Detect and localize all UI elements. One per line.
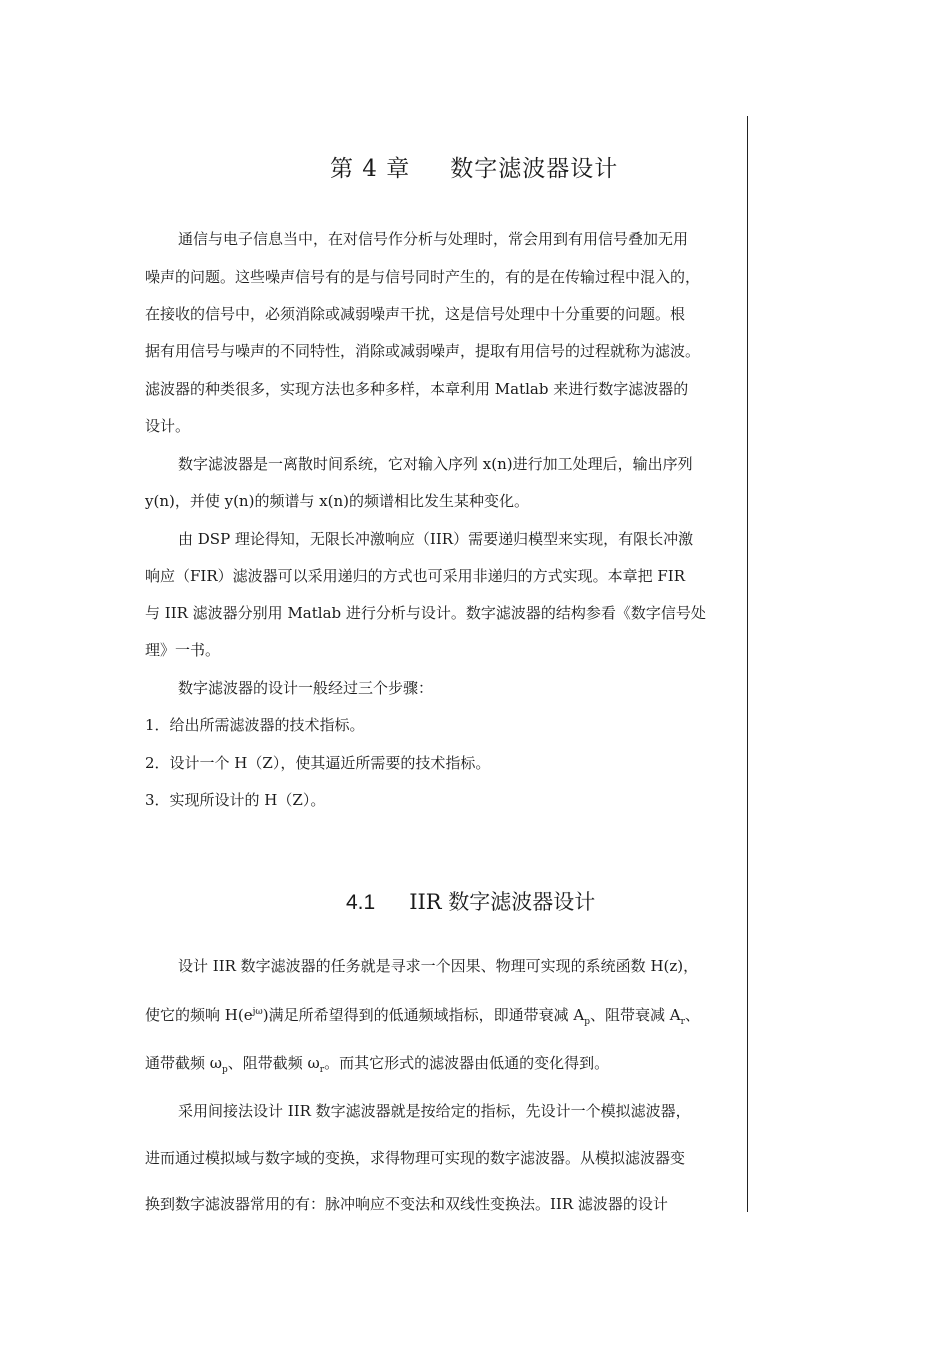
section-name: IIR 数字滤波器设计	[409, 890, 596, 914]
margin-rule	[747, 116, 748, 1212]
section-number: 4.1	[346, 891, 376, 914]
paragraph-line: 响应（FIR）滤波器可以采用递归的方式也可采用非递归的方式实现。本章把 FIR	[145, 567, 686, 585]
intro-paragraph-line: 在接收的信号中，必须消除或减弱噪声干扰，这是信号处理中十分重要的问题。根	[145, 305, 686, 323]
step-item: 2．设计一个 H（Z），使其逼近所需要的技术指标。	[145, 754, 491, 772]
step-item: 1．给出所需滤波器的技术指标。	[145, 716, 365, 734]
intro-paragraph-line: 滤波器的种类很多，实现方法也多种多样，本章利用 Matlab 来进行数字滤波器的	[145, 380, 689, 398]
intro-paragraph-line: 据有用信号与噪声的不同特性，消除或减弱噪声，提取有用信号的过程就称为滤波。	[145, 342, 701, 360]
paragraph-line: 由 DSP 理论得知，无限长冲激响应（IIR）需要递归模型来实现，有限长冲激	[178, 530, 694, 548]
paragraph-line: 与 IIR 滤波器分别用 Matlab 进行分析与设计。数字滤波器的结构参看《数字信号处	[145, 604, 706, 622]
intro-paragraph-line: 通信与电子信息当中，在对信号作分析与处理时，常会用到有用信号叠加无用	[178, 230, 689, 248]
intro-paragraph-line: 设计。	[145, 417, 191, 435]
paragraph-line: 理》一书。	[145, 641, 221, 659]
section-title	[346, 886, 595, 916]
intro-paragraph-line: 噪声的问题。这些噪声信号有的是与信号同时产生的，有的是在传输过程中混入的，	[145, 268, 701, 286]
steps-intro: 数字滤波器的设计一般经过三个步骤：	[178, 679, 434, 697]
section-paragraph-line: 换到数字滤波器常用的有：脉冲响应不变法和双线性变换法。IIR 滤波器的设计	[145, 1195, 668, 1213]
section-paragraph-line: 使它的频响 $H(e^{j\omega})$满足所希望得到的低通频域指标，即通带衰减 $A_p$、阻带衰减 $A_r$、	[145, 1006, 700, 1027]
paragraph-line: 数字滤波器是一离散时间系统，它对输入序列 x(n)进行加工处理后，输出序列	[178, 455, 693, 473]
chapter-name: 数字滤波器设计	[450, 156, 619, 182]
step-item: 3．实现所设计的 H（Z）。	[145, 791, 326, 809]
section-paragraph-line: 进而通过模拟域与数字域的变换，求得物理可实现的数字滤波器。从模拟滤波器变	[145, 1149, 686, 1167]
section-paragraph-line: 通带截频 $\omega_p$、阻带截频 $\omega_r$。而其它形式的滤波器由低通的变化得到。	[145, 1054, 610, 1075]
section-paragraph-line: 设计 IIR 数字滤波器的任务就是寻求一个因果、物理可实现的系统函数 H(z)，	[178, 957, 699, 975]
paragraph-line: y(n)，并使 y(n)的频谱与 x(n)的频谱相比发生某种变化。	[145, 492, 530, 510]
chapter-title	[330, 150, 618, 183]
section-paragraph-line: 采用间接法设计 IIR 数字滤波器就是按给定的指标，先设计一个模拟滤波器，	[178, 1102, 691, 1120]
chapter-number: 第 4 章	[330, 156, 411, 182]
